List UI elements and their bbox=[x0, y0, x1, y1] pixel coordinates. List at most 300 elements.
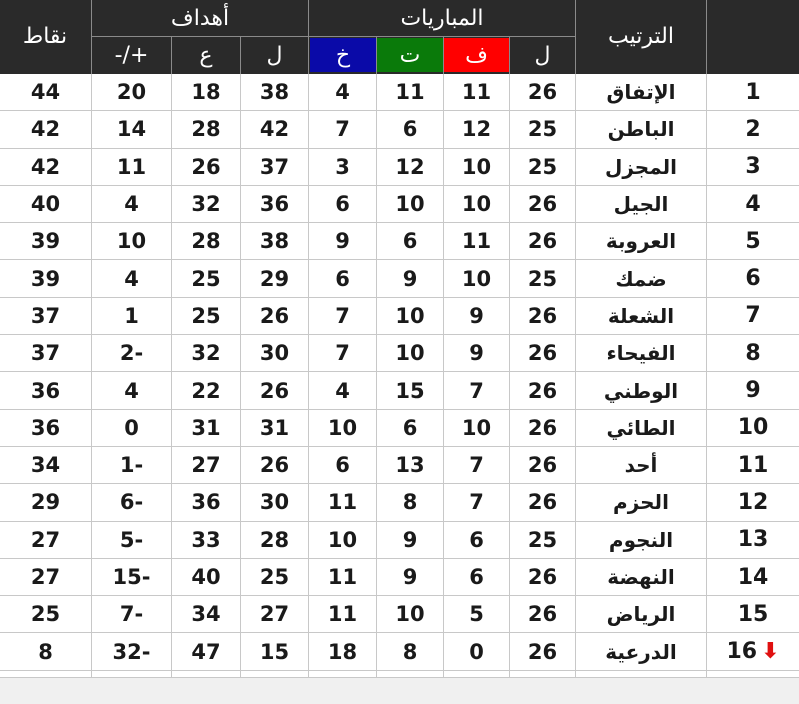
rank-cell-text: 13 bbox=[737, 527, 769, 553]
header-divider bbox=[509, 37, 510, 74]
column-divider bbox=[171, 74, 172, 677]
goal-diff-cell-text: 2- bbox=[119, 341, 144, 366]
rank-cell bbox=[707, 596, 799, 632]
drawn-cell-text: 13 bbox=[395, 453, 425, 478]
points-cell bbox=[0, 410, 91, 446]
lost-cell-text: 10 bbox=[327, 415, 358, 440]
goals-for-cell-text: 26 bbox=[259, 453, 290, 478]
points-cell bbox=[0, 447, 91, 483]
header-divider bbox=[240, 37, 241, 74]
goal-diff-cell bbox=[92, 559, 171, 595]
goal-diff-cell-text: 20 bbox=[116, 80, 147, 105]
drawn-cell bbox=[377, 223, 443, 259]
played-cell bbox=[510, 298, 575, 334]
column-divider bbox=[706, 74, 707, 677]
lost-cell-text: 18 bbox=[327, 639, 358, 664]
points-cell bbox=[0, 149, 91, 185]
goals-against-cell-text: 18 bbox=[191, 80, 221, 105]
goals-against-cell-text: 47 bbox=[191, 639, 221, 664]
won-cell-text: 9 bbox=[469, 341, 484, 366]
played-cell bbox=[510, 484, 575, 520]
goals-for-cell bbox=[241, 596, 308, 632]
table-row bbox=[0, 634, 799, 671]
points-cell bbox=[0, 111, 91, 147]
goals-against-cell bbox=[172, 261, 240, 297]
played-cell-text: 26 bbox=[527, 378, 558, 403]
goal-diff-cell-text: 5- bbox=[119, 527, 144, 552]
lost-cell-text: 11 bbox=[327, 602, 358, 627]
goal-diff-cell-text: 1 bbox=[124, 303, 139, 328]
rank-cell-text: 12 bbox=[737, 489, 769, 515]
won-cell-text: 12 bbox=[461, 117, 492, 142]
won-cell bbox=[444, 111, 509, 147]
table-row bbox=[0, 74, 799, 111]
team-name bbox=[576, 223, 706, 259]
goal-diff-cell-text: 14 bbox=[116, 117, 147, 142]
won-cell-text: 10 bbox=[461, 415, 492, 440]
team-name-text: الفيحاء bbox=[606, 341, 676, 366]
goals-for-cell bbox=[241, 186, 308, 222]
goals-against-cell-text: 26 bbox=[191, 154, 221, 179]
drawn-cell bbox=[377, 111, 443, 147]
drawn-cell-text: 10 bbox=[395, 602, 425, 627]
goal-diff-cell bbox=[92, 223, 171, 259]
drawn-cell-text: 6 bbox=[402, 415, 418, 440]
goal-diff-cell bbox=[92, 335, 171, 371]
drawn-cell-text: 10 bbox=[395, 192, 425, 217]
goal-diff-cell bbox=[92, 410, 171, 446]
points-cell-text: 39 bbox=[30, 229, 61, 254]
lost-cell-text: 10 bbox=[327, 527, 358, 552]
goals-for-cell bbox=[241, 298, 308, 334]
lost-cell bbox=[309, 149, 376, 185]
lost-cell bbox=[309, 596, 376, 632]
played-cell bbox=[510, 372, 575, 408]
column-divider bbox=[91, 74, 92, 677]
goal-diff-cell-text: 4 bbox=[124, 266, 139, 291]
goals-for-cell-text: 36 bbox=[259, 192, 290, 217]
points-cell-text: 29 bbox=[30, 490, 61, 515]
rank-cell-text: 2 bbox=[745, 116, 761, 142]
goals-against-cell-text: 25 bbox=[191, 303, 221, 328]
rank-cell-text: 3 bbox=[745, 154, 761, 180]
team-name bbox=[576, 522, 706, 558]
team-name-text: أحد bbox=[624, 453, 658, 478]
points-cell-text: 8 bbox=[38, 639, 53, 664]
goals-against-header: ع bbox=[199, 42, 213, 68]
points-cell-text: 25 bbox=[30, 602, 61, 627]
played-cell bbox=[510, 186, 575, 222]
goals-for-cell-text: 26 bbox=[259, 303, 290, 328]
lost-cell bbox=[309, 223, 376, 259]
points-cell-text: 27 bbox=[30, 565, 61, 590]
drawn-cell-text: 9 bbox=[402, 266, 418, 291]
goals-for-cell bbox=[241, 335, 308, 371]
played-cell bbox=[510, 559, 575, 595]
rank-cell-text: 8 bbox=[745, 340, 761, 366]
table-row bbox=[0, 261, 799, 298]
played-cell-text: 25 bbox=[527, 266, 558, 291]
played-cell-text: 26 bbox=[527, 490, 558, 515]
won-cell-text: 7 bbox=[469, 453, 484, 478]
goals-for-cell-text: 15 bbox=[259, 639, 290, 664]
goals-for-cell-text: 29 bbox=[259, 266, 290, 291]
header-divider bbox=[91, 0, 92, 74]
header-divider bbox=[443, 37, 444, 74]
table-row bbox=[0, 372, 799, 409]
goals-for-cell bbox=[241, 634, 308, 670]
header-divider bbox=[706, 0, 707, 74]
drawn-cell bbox=[377, 74, 443, 110]
table-row bbox=[0, 447, 799, 484]
lost-cell bbox=[309, 484, 376, 520]
goals-against-cell bbox=[172, 447, 240, 483]
column-divider bbox=[443, 74, 444, 677]
goals-against-cell-text: 31 bbox=[191, 415, 221, 440]
played-cell-text: 26 bbox=[527, 80, 558, 105]
goals-for-cell bbox=[241, 372, 308, 408]
points-cell bbox=[0, 335, 91, 371]
lost-cell bbox=[309, 447, 376, 483]
goals-for-cell-text: 30 bbox=[259, 490, 290, 515]
goal-diff-header: -/+ bbox=[114, 42, 149, 68]
goals-for-cell bbox=[241, 559, 308, 595]
goal-diff-cell bbox=[92, 149, 171, 185]
lost-cell-text: 4 bbox=[335, 378, 350, 403]
drawn-cell-text: 9 bbox=[402, 527, 418, 552]
played-cell-text: 25 bbox=[527, 117, 558, 142]
lost-cell bbox=[309, 372, 376, 408]
drawn-cell bbox=[377, 559, 443, 595]
table-row bbox=[0, 149, 799, 186]
won-cell bbox=[444, 522, 509, 558]
goals-against-cell bbox=[172, 522, 240, 558]
goals-against-cell bbox=[172, 484, 240, 520]
goals-against-cell-text: 32 bbox=[191, 341, 221, 366]
column-divider bbox=[308, 74, 309, 677]
won-cell bbox=[444, 298, 509, 334]
team-name bbox=[576, 149, 706, 185]
team-name bbox=[576, 261, 706, 297]
table-row bbox=[0, 335, 799, 372]
goal-diff-cell-text: 15- bbox=[112, 565, 151, 590]
points-cell-text: 42 bbox=[30, 154, 61, 179]
goals-against-cell bbox=[172, 149, 240, 185]
won-cell bbox=[444, 223, 509, 259]
relegation-arrow-icon: ⬇ bbox=[761, 639, 780, 665]
goals-for-cell-text: 38 bbox=[259, 229, 290, 254]
table-row bbox=[0, 298, 799, 335]
rank-cell bbox=[707, 223, 799, 259]
lost-cell-text: 9 bbox=[335, 229, 350, 254]
rank-cell-text: 9 bbox=[745, 378, 761, 404]
goals-for-header: ل bbox=[266, 42, 283, 68]
goal-diff-cell-text: 6- bbox=[119, 490, 144, 515]
lost-cell bbox=[309, 74, 376, 110]
team-name bbox=[576, 74, 706, 110]
rank-header: الترتيب bbox=[608, 23, 674, 49]
goals-against-cell bbox=[172, 111, 240, 147]
played-cell bbox=[510, 261, 575, 297]
points-cell bbox=[0, 484, 91, 520]
lost-cell-text: 4 bbox=[335, 80, 350, 105]
goals-for-cell bbox=[241, 149, 308, 185]
rank-cell bbox=[707, 298, 799, 334]
table-footer bbox=[0, 677, 799, 704]
points-cell bbox=[0, 522, 91, 558]
goals-for-cell bbox=[241, 261, 308, 297]
won-cell-text: 11 bbox=[461, 229, 492, 254]
goals-against-cell-text: 40 bbox=[191, 565, 221, 590]
rank-cell bbox=[707, 186, 799, 222]
drawn-cell bbox=[377, 298, 443, 334]
header-divider bbox=[171, 37, 172, 74]
rank-cell bbox=[707, 484, 799, 520]
points-cell bbox=[0, 596, 91, 632]
team-name bbox=[576, 111, 706, 147]
points-cell-text: 44 bbox=[30, 80, 61, 105]
team-name-text: ضمك bbox=[615, 266, 667, 291]
goal-diff-cell bbox=[92, 261, 171, 297]
points-cell-text: 34 bbox=[30, 453, 61, 478]
drawn-cell bbox=[377, 447, 443, 483]
rank-cell bbox=[707, 74, 799, 110]
header-divider bbox=[575, 0, 576, 74]
team-name-text: النهضة bbox=[607, 565, 675, 590]
played-cell-text: 26 bbox=[527, 229, 558, 254]
goals-against-cell-text: 27 bbox=[191, 453, 221, 478]
played-cell-text: 26 bbox=[527, 192, 558, 217]
goal-diff-cell bbox=[92, 484, 171, 520]
rank-cell-text: 15 bbox=[737, 601, 769, 627]
rank-cell bbox=[707, 111, 799, 147]
goal-diff-cell bbox=[92, 186, 171, 222]
played-cell-text: 26 bbox=[527, 565, 558, 590]
drawn-cell-text: 8 bbox=[402, 490, 418, 515]
played-cell bbox=[510, 74, 575, 110]
rank-cell bbox=[707, 335, 799, 371]
lost-cell-text: 6 bbox=[335, 266, 350, 291]
team-name-text: النجوم bbox=[608, 527, 674, 552]
won-cell bbox=[444, 634, 509, 670]
goals-for-cell bbox=[241, 111, 308, 147]
drawn-cell bbox=[377, 149, 443, 185]
lost-cell bbox=[309, 186, 376, 222]
drawn-cell-text: 12 bbox=[395, 154, 425, 179]
column-divider bbox=[376, 74, 377, 677]
table-row bbox=[0, 186, 799, 223]
team-name-text: الشعلة bbox=[607, 303, 675, 328]
played-header: ل bbox=[534, 42, 551, 68]
lost-cell bbox=[309, 335, 376, 371]
played-cell-text: 26 bbox=[527, 303, 558, 328]
table-row bbox=[0, 111, 799, 148]
goals-against-cell bbox=[172, 559, 240, 595]
goal-diff-cell bbox=[92, 634, 171, 670]
goals-for-cell bbox=[241, 522, 308, 558]
drawn-cell-text: 8 bbox=[402, 639, 418, 664]
points-cell bbox=[0, 74, 91, 110]
lost-cell-text: 7 bbox=[335, 341, 350, 366]
played-cell bbox=[510, 149, 575, 185]
drawn-cell bbox=[377, 186, 443, 222]
goal-diff-cell bbox=[92, 298, 171, 334]
team-name-text: الدرعية bbox=[605, 639, 677, 664]
team-name-text: الباطن bbox=[607, 117, 675, 142]
won-cell-text: 6 bbox=[469, 565, 484, 590]
rank-cell-text: 6 bbox=[745, 266, 761, 292]
goals-against-cell bbox=[172, 596, 240, 632]
won-cell bbox=[444, 335, 509, 371]
table-row bbox=[0, 522, 799, 559]
won-cell bbox=[444, 149, 509, 185]
won-cell-text: 10 bbox=[461, 192, 492, 217]
won-cell-text: 9 bbox=[469, 303, 484, 328]
points-cell-text: 39 bbox=[30, 266, 61, 291]
goals-for-cell bbox=[241, 410, 308, 446]
drawn-cell-text: 10 bbox=[395, 341, 425, 366]
table-row bbox=[0, 559, 799, 596]
goals-for-cell-text: 30 bbox=[259, 341, 290, 366]
goal-diff-cell bbox=[92, 372, 171, 408]
team-name-text: الطائي bbox=[606, 415, 676, 440]
goals-for-cell bbox=[241, 484, 308, 520]
rank-cell bbox=[707, 522, 799, 558]
goals-against-cell bbox=[172, 634, 240, 670]
won-cell bbox=[444, 559, 509, 595]
played-cell bbox=[510, 223, 575, 259]
team-name bbox=[576, 634, 706, 670]
goals-against-cell-text: 28 bbox=[191, 117, 221, 142]
won-header: ف bbox=[444, 38, 509, 72]
played-cell-text: 26 bbox=[527, 639, 558, 664]
column-divider bbox=[240, 74, 241, 677]
goals-for-cell-text: 37 bbox=[259, 154, 290, 179]
points-cell bbox=[0, 559, 91, 595]
played-cell-text: 25 bbox=[527, 154, 558, 179]
team-name bbox=[576, 447, 706, 483]
goal-diff-cell-text: 32- bbox=[112, 639, 151, 664]
lost-cell bbox=[309, 298, 376, 334]
goals-against-cell-text: 22 bbox=[191, 378, 221, 403]
team-name bbox=[576, 372, 706, 408]
goals-for-cell-text: 25 bbox=[259, 565, 290, 590]
won-cell-text: 6 bbox=[469, 527, 484, 552]
lost-cell bbox=[309, 634, 376, 670]
lost-cell-text: 7 bbox=[335, 303, 350, 328]
played-cell bbox=[510, 335, 575, 371]
goals-against-cell-text: 34 bbox=[191, 602, 221, 627]
goal-diff-cell-text: 4 bbox=[124, 192, 139, 217]
goals-for-cell-text: 27 bbox=[259, 602, 290, 627]
won-cell-text: 5 bbox=[469, 602, 484, 627]
points-cell-text: 40 bbox=[30, 192, 61, 217]
drawn-cell-text: 9 bbox=[402, 565, 418, 590]
drawn-cell bbox=[377, 335, 443, 371]
team-name-text: الوطني bbox=[603, 378, 679, 403]
goals-for-cell bbox=[241, 223, 308, 259]
rank-cell bbox=[707, 447, 799, 483]
played-cell-text: 26 bbox=[527, 341, 558, 366]
lost-cell-text: 6 bbox=[335, 192, 350, 217]
team-name bbox=[576, 186, 706, 222]
points-cell-text: 36 bbox=[30, 378, 61, 403]
goals-header: أهداف bbox=[170, 5, 230, 31]
played-cell-text: 25 bbox=[527, 527, 558, 552]
won-cell bbox=[444, 484, 509, 520]
played-cell-text: 26 bbox=[527, 415, 558, 440]
points-cell bbox=[0, 298, 91, 334]
goals-against-cell bbox=[172, 298, 240, 334]
goals-against-cell bbox=[172, 74, 240, 110]
goals-against-cell-text: 28 bbox=[191, 229, 221, 254]
goals-for-cell-text: 26 bbox=[259, 378, 290, 403]
lost-header: خ bbox=[310, 38, 376, 72]
drawn-cell-text: 6 bbox=[402, 117, 418, 142]
lost-cell bbox=[309, 559, 376, 595]
won-cell-text: 7 bbox=[469, 378, 484, 403]
drawn-cell bbox=[377, 484, 443, 520]
team-name-text: الرياض bbox=[606, 602, 676, 627]
played-cell bbox=[510, 111, 575, 147]
table-header bbox=[0, 0, 799, 74]
lost-cell bbox=[309, 111, 376, 147]
goals-against-cell bbox=[172, 186, 240, 222]
goals-against-cell-text: 33 bbox=[191, 527, 221, 552]
team-name bbox=[576, 410, 706, 446]
goals-for-cell-text: 38 bbox=[259, 80, 290, 105]
rank-cell bbox=[707, 634, 799, 670]
goals-against-cell-text: 25 bbox=[191, 266, 221, 291]
rank-cell bbox=[707, 559, 799, 595]
goals-for-cell bbox=[241, 447, 308, 483]
goal-diff-cell bbox=[92, 74, 171, 110]
team-name bbox=[576, 484, 706, 520]
goal-diff-cell-text: 11 bbox=[116, 154, 147, 179]
rank-cell-text: 14 bbox=[737, 564, 769, 590]
drawn-cell bbox=[377, 634, 443, 670]
rank-cell bbox=[707, 372, 799, 408]
drawn-cell bbox=[377, 522, 443, 558]
goal-diff-cell-text: 0 bbox=[124, 415, 139, 440]
drawn-cell bbox=[377, 410, 443, 446]
goals-against-cell bbox=[172, 372, 240, 408]
header-divider bbox=[308, 0, 309, 74]
rank-cell-text: 5 bbox=[745, 228, 761, 254]
goals-against-cell bbox=[172, 410, 240, 446]
goals-for-cell bbox=[241, 74, 308, 110]
lost-cell-text: 11 bbox=[327, 490, 358, 515]
goal-diff-cell-text: 4 bbox=[124, 378, 139, 403]
drawn-cell-text: 15 bbox=[395, 378, 425, 403]
drawn-cell bbox=[377, 372, 443, 408]
won-cell bbox=[444, 372, 509, 408]
goals-for-cell-text: 42 bbox=[259, 117, 290, 142]
goal-diff-cell-text: 10 bbox=[116, 229, 147, 254]
points-header: نقاط bbox=[22, 23, 68, 49]
column-divider bbox=[575, 74, 576, 677]
drawn-cell-text: 6 bbox=[402, 229, 418, 254]
team-name-text: الإتفاق bbox=[606, 80, 676, 105]
points-cell-text: 37 bbox=[30, 303, 61, 328]
won-cell bbox=[444, 447, 509, 483]
played-cell-text: 26 bbox=[527, 602, 558, 627]
rank-cell bbox=[707, 410, 799, 446]
header-divider bbox=[376, 37, 377, 74]
drawn-cell-text: 11 bbox=[395, 80, 425, 105]
rank-cell-text: 4 bbox=[745, 191, 761, 217]
goal-diff-cell-text: 1- bbox=[119, 453, 144, 478]
